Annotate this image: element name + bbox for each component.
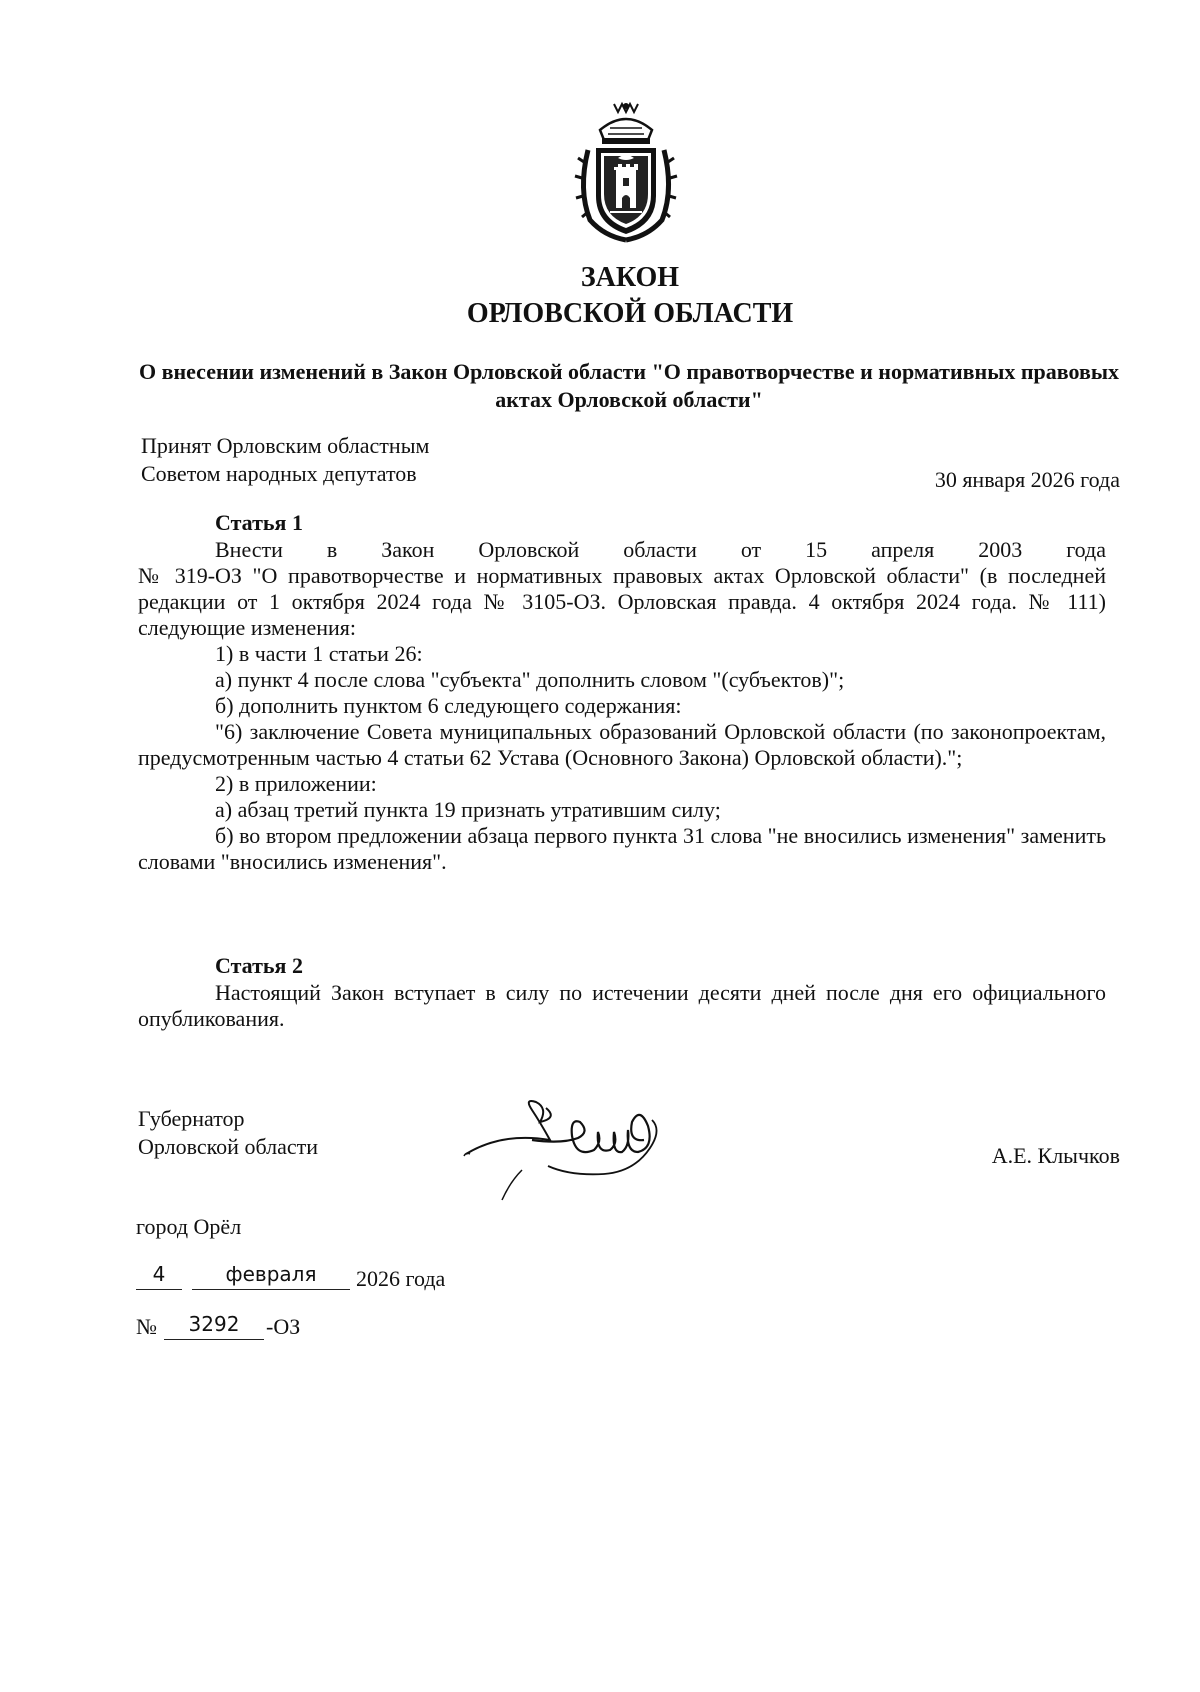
issuing-region: ОРЛОВСКОЙ ОБЛАСТИ bbox=[466, 298, 794, 329]
number-suffix: -ОЗ bbox=[266, 1314, 301, 1339]
signatory-position-line-1: Губернатор bbox=[138, 1106, 245, 1131]
adoption-line-2: Советом народных депутатов bbox=[141, 461, 417, 486]
article-1-item-2: 2) в приложении: bbox=[215, 771, 377, 796]
day-field bbox=[136, 1262, 182, 1290]
article-1-heading: Статья 1 bbox=[215, 510, 303, 535]
article-1-intro-rest: № 319-ОЗ "О правотворчестве и нормативных правовых актах Орловской области" (в последней редакции от 1 октября 2024 года № 3105-ОЗ. Орловская правда. 4 октября 2024 года. № 111) следующие изменения: bbox=[138, 563, 1106, 640]
month-value: февраля bbox=[225, 1262, 317, 1286]
signatory-position-line-2: Орловской области bbox=[138, 1134, 318, 1159]
article-1-item-1: 1) в части 1 статьи 26: bbox=[215, 641, 423, 666]
adoption-line-1: Принят Орловским областным bbox=[141, 433, 430, 458]
number-sign: № bbox=[136, 1314, 157, 1339]
document-type: ЗАКОН bbox=[580, 262, 680, 293]
adoption-date: 30 января 2026 года bbox=[934, 467, 1120, 492]
month-field bbox=[192, 1262, 350, 1290]
article-1-intro-line1: Внести в Закон Орловской области от 15 апреля 2003 года bbox=[215, 537, 1106, 562]
article-1-item-1a: а) пункт 4 после слова "субъекта" дополнить словом "(субъектов)"; bbox=[215, 667, 845, 692]
article-1-quoted-point: "6) заключение Совета муниципальных образований Орловской области (по законопроектам, предусмотренным частью 4 статьи 62 Устава (Основного Закона) Орловской области)."; bbox=[138, 719, 1106, 770]
article-1-body bbox=[138, 537, 1106, 875]
adoption-authority bbox=[141, 432, 429, 488]
article-1-item-1b: б) дополнить пунктом 6 следующего содержания: bbox=[215, 693, 682, 718]
signatory-name: А.Е. Клычков bbox=[991, 1143, 1120, 1168]
number-field bbox=[164, 1312, 264, 1340]
article-1-item-2b: б) во втором предложении абзаца первого пункта 31 слова "не вносились изменения" заменить словами "вносились изменения". bbox=[138, 823, 1106, 874]
article-2-body bbox=[138, 980, 1106, 1032]
article-1-item-2a: а) абзац третий пункта 19 признать утратившим силу; bbox=[215, 797, 721, 822]
signing-date bbox=[136, 1262, 636, 1292]
law-number bbox=[136, 1312, 436, 1342]
article-2-heading: Статья 2 bbox=[215, 953, 303, 978]
law-title: О внесении изменений в Закон Орловской области "О правотворчестве и нормативных правовых актах Орловской области" bbox=[138, 359, 1120, 412]
coat-of-arms-icon bbox=[574, 100, 678, 244]
signing-place: город Орёл bbox=[136, 1214, 242, 1239]
handwritten-signature bbox=[462, 1092, 672, 1202]
year-text: 2026 года bbox=[356, 1266, 446, 1291]
number-value: 3292 bbox=[188, 1312, 240, 1336]
signatory-position bbox=[138, 1105, 318, 1161]
article-2-text: Настоящий Закон вступает в силу по истечении десяти дней после дня его официального опубликования. bbox=[138, 980, 1106, 1031]
day-value: 4 bbox=[152, 1262, 166, 1286]
